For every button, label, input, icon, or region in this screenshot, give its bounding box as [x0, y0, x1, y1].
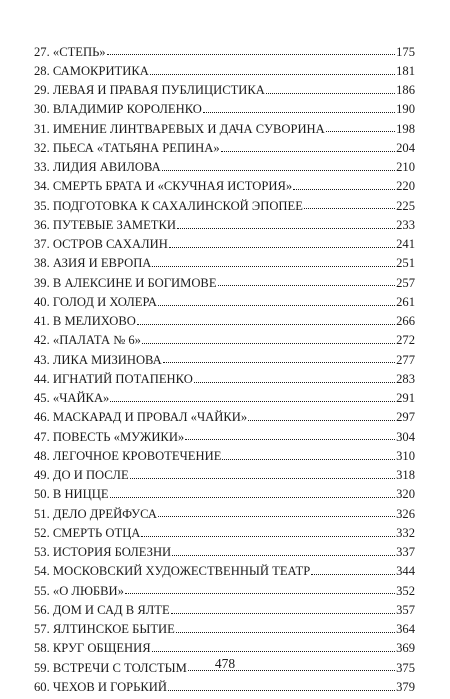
toc-entry-title: 33. ЛИДИЯ АВИЛОВА: [34, 160, 161, 175]
dot-leader: [158, 516, 395, 517]
dot-leader: [150, 74, 395, 75]
toc-entry-page: 320: [396, 487, 415, 502]
toc-entry-page: 369: [396, 641, 415, 656]
dot-leader: [168, 690, 395, 691]
toc-entry-title: 40. ГОЛОД И ХОЛЕРА: [34, 294, 157, 309]
toc-entry-page: 357: [396, 602, 415, 617]
toc-entry-page: 225: [396, 198, 415, 213]
toc-entry: [34, 540, 415, 559]
toc-entry-title: 45. «ЧАЙКА»: [34, 391, 110, 406]
toc-entry-page: 375: [396, 660, 415, 675]
toc-entry-page: 261: [396, 294, 415, 309]
dot-leader: [169, 247, 395, 248]
toc-entry-page: 291: [396, 391, 415, 406]
toc-entry: [34, 386, 415, 405]
dot-leader: [304, 208, 395, 209]
toc-entry-title: 29. ЛЕВАЯ И ПРАВАЯ ПУБЛИЦИСТИКА: [34, 83, 265, 98]
toc-entry: [34, 289, 415, 308]
dot-leader: [110, 497, 396, 498]
toc-entry-page: 198: [396, 121, 415, 136]
page-number: 478: [214, 656, 236, 671]
toc-entry-page: 364: [396, 622, 415, 637]
toc-entry: [34, 174, 415, 193]
toc-entry: [34, 212, 415, 231]
dot-leader: [142, 343, 395, 344]
dot-leader: [177, 228, 395, 229]
toc-entry: [34, 636, 415, 655]
toc-entry-page: 304: [396, 429, 415, 444]
toc-entry: [34, 270, 415, 289]
toc-entry-title: 28. САМОКРИТИКА: [34, 63, 149, 78]
dot-leader: [125, 593, 395, 594]
toc-entry-page: 326: [396, 506, 415, 521]
dot-leader: [194, 382, 395, 383]
dot-leader: [266, 93, 395, 94]
toc-entry-page: 233: [396, 217, 415, 232]
toc-entry-page: 297: [396, 410, 415, 425]
toc-entry-title: 60. ЧЕХОВ И ГОРЬКИЙ: [34, 679, 167, 694]
dot-leader: [203, 112, 395, 113]
toc-entry-page: 277: [396, 352, 415, 367]
dot-leader: [171, 613, 395, 614]
toc-entry-title: 30. ВЛАДИМИР КОРОЛЕНКО: [34, 102, 202, 117]
toc-entry-title: 41. В МЕЛИХОВО: [34, 314, 136, 329]
toc-entry-page: 251: [396, 256, 415, 271]
dot-leader: [162, 170, 395, 171]
toc-entry: [34, 443, 415, 462]
toc-entry-page: 283: [396, 371, 415, 386]
toc-entry: [34, 347, 415, 366]
toc-entry: [34, 251, 415, 270]
dot-leader: [326, 131, 395, 132]
toc-entry: [34, 674, 415, 693]
toc-entry-title: 27. «СТЕПЬ»: [34, 44, 106, 59]
toc-entry: [34, 463, 415, 482]
dot-leader: [152, 651, 395, 652]
dot-leader: [185, 439, 395, 440]
toc-entry-page: 352: [396, 583, 415, 598]
toc-entry: [34, 116, 415, 135]
toc-entry-title: 44. ИГНАТИЙ ПОТАПЕНКО: [34, 371, 193, 386]
toc-entry-page: 210: [396, 160, 415, 175]
toc-entry-title: 35. ПОДГОТОВКА К САХАЛИНСКОЙ ЭПОПЕЕ: [34, 198, 303, 213]
toc-entry-page: 379: [396, 679, 415, 694]
toc-entry-title: 38. АЗИЯ И ЕВРОПА: [34, 256, 152, 271]
dot-leader: [311, 574, 395, 575]
toc-entry-title: 46. МАСКАРАД И ПРОВАЛ «ЧАЙКИ»: [34, 410, 248, 425]
toc-entry-page: 318: [396, 468, 415, 483]
toc-entry-title: 51. ДЕЛО ДРЕЙФУСА: [34, 506, 157, 521]
toc-entry: [34, 617, 415, 636]
toc-entry-title: 47. ПОВЕСТЬ «МУЖИКИ»: [34, 429, 185, 444]
dot-leader: [248, 420, 395, 421]
dot-leader: [163, 362, 395, 363]
toc-entry-title: 59. ВСТРЕЧИ С ТОЛСТЫМ: [34, 660, 187, 675]
toc-entry-page: 337: [396, 545, 415, 560]
toc-entry: [34, 135, 415, 154]
toc-entry-title: 48. ЛЕГОЧНОЕ КРОВОТЕЧЕНИЕ: [34, 448, 222, 463]
toc-entry-page: 181: [396, 63, 415, 78]
dot-leader: [221, 151, 395, 152]
dot-leader: [293, 189, 395, 190]
toc-entry-page: 257: [396, 275, 415, 290]
table-of-contents: [34, 39, 415, 694]
toc-entry: [34, 97, 415, 116]
toc-entry-title: 53. ИСТОРИЯ БОЛЕЗНИ: [34, 545, 172, 560]
toc-entry-title: 32. ПЬЕСА «ТАТЬЯНА РЕПИНА»: [34, 140, 220, 155]
toc-entry-page: 266: [396, 314, 415, 329]
toc-entry-title: 36. ПУТЕВЫЕ ЗАМЕТКИ: [34, 217, 176, 232]
toc-entry-title: 50. В НИЦЦЕ: [34, 487, 109, 502]
dot-leader: [110, 401, 395, 402]
toc-entry: [34, 405, 415, 424]
toc-entry: [34, 328, 415, 347]
toc-entry: [34, 58, 415, 77]
dot-leader: [137, 324, 395, 325]
toc-entry-title: 54. МОСКОВСКИЙ ХУДОЖЕСТВЕННЫЙ ТЕАТР: [34, 564, 311, 579]
toc-entry: [34, 597, 415, 616]
dot-leader: [222, 459, 395, 460]
toc-entry: [34, 309, 415, 328]
toc-entry: [34, 232, 415, 251]
toc-entry: [34, 578, 415, 597]
toc-entry-title: 49. ДО И ПОСЛЕ: [34, 468, 129, 483]
dot-leader: [158, 305, 395, 306]
toc-entry-page: 332: [396, 525, 415, 540]
dot-leader: [107, 54, 396, 55]
dot-leader: [141, 536, 395, 537]
toc-entry-page: 204: [396, 140, 415, 155]
toc-entry-title: 56. ДОМ И САД В ЯЛТЕ: [34, 602, 170, 617]
toc-entry: [34, 559, 415, 578]
toc-entry: [34, 520, 415, 539]
dot-leader: [130, 478, 395, 479]
toc-entry-page: 241: [396, 237, 415, 252]
toc-entry: [34, 39, 415, 58]
toc-entry-title: 58. КРУГ ОБЩЕНИЯ: [34, 641, 151, 656]
toc-entry-page: 272: [396, 333, 415, 348]
toc-entry: [34, 193, 415, 212]
toc-entry-title: 52. СМЕРТЬ ОТЦА: [34, 525, 141, 540]
toc-entry-page: 310: [396, 448, 415, 463]
dot-leader: [152, 266, 395, 267]
toc-entry-page: 186: [396, 83, 415, 98]
toc-entry-page: 344: [396, 564, 415, 579]
toc-entry-title: 34. СМЕРТЬ БРАТА И «СКУЧНАЯ ИСТОРИЯ»: [34, 179, 293, 194]
toc-entry-title: 37. ОСТРОВ САХАЛИН: [34, 237, 168, 252]
toc-entry-title: 42. «ПАЛАТА № 6»: [34, 333, 141, 348]
toc-entry: [34, 155, 415, 174]
toc-entry-title: 31. ИМЕНИЕ ЛИНТВАРЕВЫХ И ДАЧА СУВОРИНА: [34, 121, 325, 136]
dot-leader: [176, 632, 395, 633]
toc-entry: [34, 366, 415, 385]
toc-entry-title: 43. ЛИКА МИЗИНОВА: [34, 352, 162, 367]
toc-entry-title: 39. В АЛЕКСИНЕ И БОГИМОВЕ: [34, 275, 217, 290]
dot-leader: [172, 555, 395, 556]
toc-entry-page: 220: [396, 179, 415, 194]
toc-entry-title: 57. ЯЛТИНСКОЕ БЫТИЕ: [34, 622, 175, 637]
dot-leader: [218, 285, 396, 286]
toc-entry: [34, 482, 415, 501]
toc-entry-page: 175: [396, 44, 415, 59]
toc-entry-title: 55. «О ЛЮБВИ»: [34, 583, 124, 598]
toc-entry: [34, 501, 415, 520]
toc-entry: [34, 424, 415, 443]
toc-entry-page: 190: [396, 102, 415, 117]
toc-entry: [34, 78, 415, 97]
